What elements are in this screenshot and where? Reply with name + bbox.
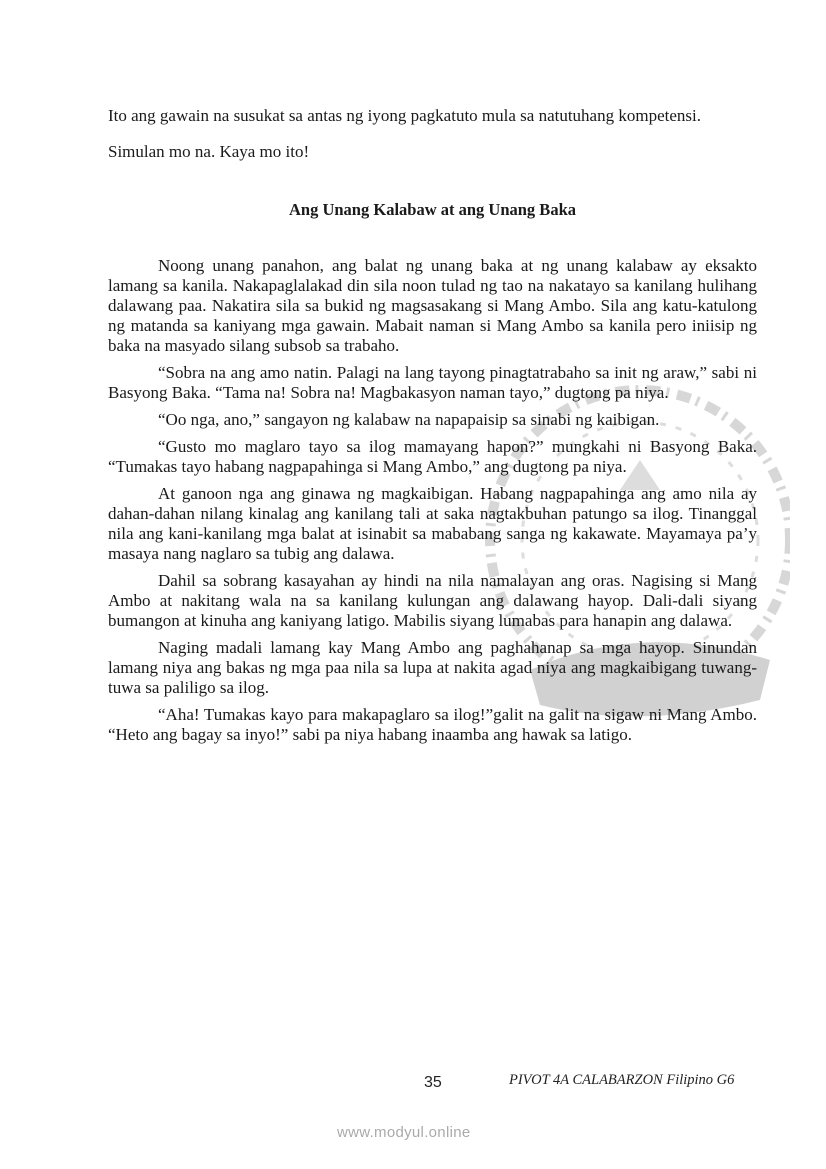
module-title: PIVOT 4A CALABARZON Filipino G6 (509, 1072, 735, 1088)
story-paragraph: Naging madali lamang kay Mang Ambo ang paghahanap sa mga hayop. Sinundan lamang niya ang bakas ng mga paa nila sa lupa at nakita agad niya ang magkaibigang tuwang-tuwa sa paliligo sa ilog. (108, 638, 757, 697)
story-paragraph: “Oo nga, ano,” sangayon ng kalabaw na napapaisip sa sinabi ng kaibigan. (158, 410, 660, 429)
story-title: Ang Unang Kalabaw at ang Unang Baka (289, 200, 576, 219)
instruction-text: Ito ang gawain na susukat sa antas ng iyong pagkatuto mula sa natutuhang kompetensi. (108, 106, 701, 125)
story-body (108, 256, 757, 752)
story-paragraph: “Gusto mo maglaro tayo sa ilog mamayang hapon?” mungkahi ni Basyong Baka. “Tumakas tayo habang nagpapahinga si Mang Ambo,” ang dugtong pa niya. (108, 437, 757, 476)
website-watermark: www.modyul.online (337, 1124, 471, 1141)
story-paragraph: “Aha! Tumakas kayo para makapaglaro sa ilog!”galit na galit na sigaw ni Mang Ambo. “Heto ang bagay sa inyo!” sabi pa niya habang inaamba ang hawak sa latigo. (108, 705, 757, 744)
story-paragraph: “Sobra na ang amo natin. Palagi na lang tayong pinagtatrabaho sa init ng araw,” sabi ni Basyong Baka. “Tama na! Sobra na! Magbakasyon naman tayo,” dugtong pa niya. (108, 363, 757, 402)
story-paragraph: Noong unang panahon, ang balat ng unang baka at ng unang kalabaw ay eksakto lamang sa kanila. Nakapaglalakad din sila noon tulad ng tao na nakatayo sa kanilang hulihang dalawang paa. Nakatira sila sa bukid ng magsasakang si Mang Ambo. Sila ang katu-katulong ng matanda sa kaniyang mga gawain. Mabait naman si Mang Ambo sa kanila pero iniisip ng baka na masyado silang subsob sa trabaho. (108, 256, 757, 355)
encouragement-text: Simulan mo na. Kaya mo ito! (108, 142, 310, 161)
story-paragraph: At ganoon nga ang ginawa ng magkaibigan. Habang nagpapahinga ang amo nila ay dahan-dahan nilang kinalag ang kanilang tali at saka nagtakbuhan patungo sa ilog. Tinanggal nila ang kani-kanilang mga balat at isinabit sa mababang sanga ng kakawate. Mayamaya pa’y masaya nang naglaro sa tubig ang dalawa. (108, 484, 757, 563)
story-paragraph: Dahil sa sobrang kasayahan ay hindi na nila namalayan ang oras. Nagising si Mang Ambo at nakitang wala na sa kanilang kulungan ang dalawang hayop. Dali-dali siyang bumangon at kinuha ang kaniyang latigo. Mabilis siyang lumabas para hanapin ang dalawa. (108, 571, 757, 630)
page-content (108, 106, 757, 744)
page-number: 35 (424, 1074, 442, 1091)
